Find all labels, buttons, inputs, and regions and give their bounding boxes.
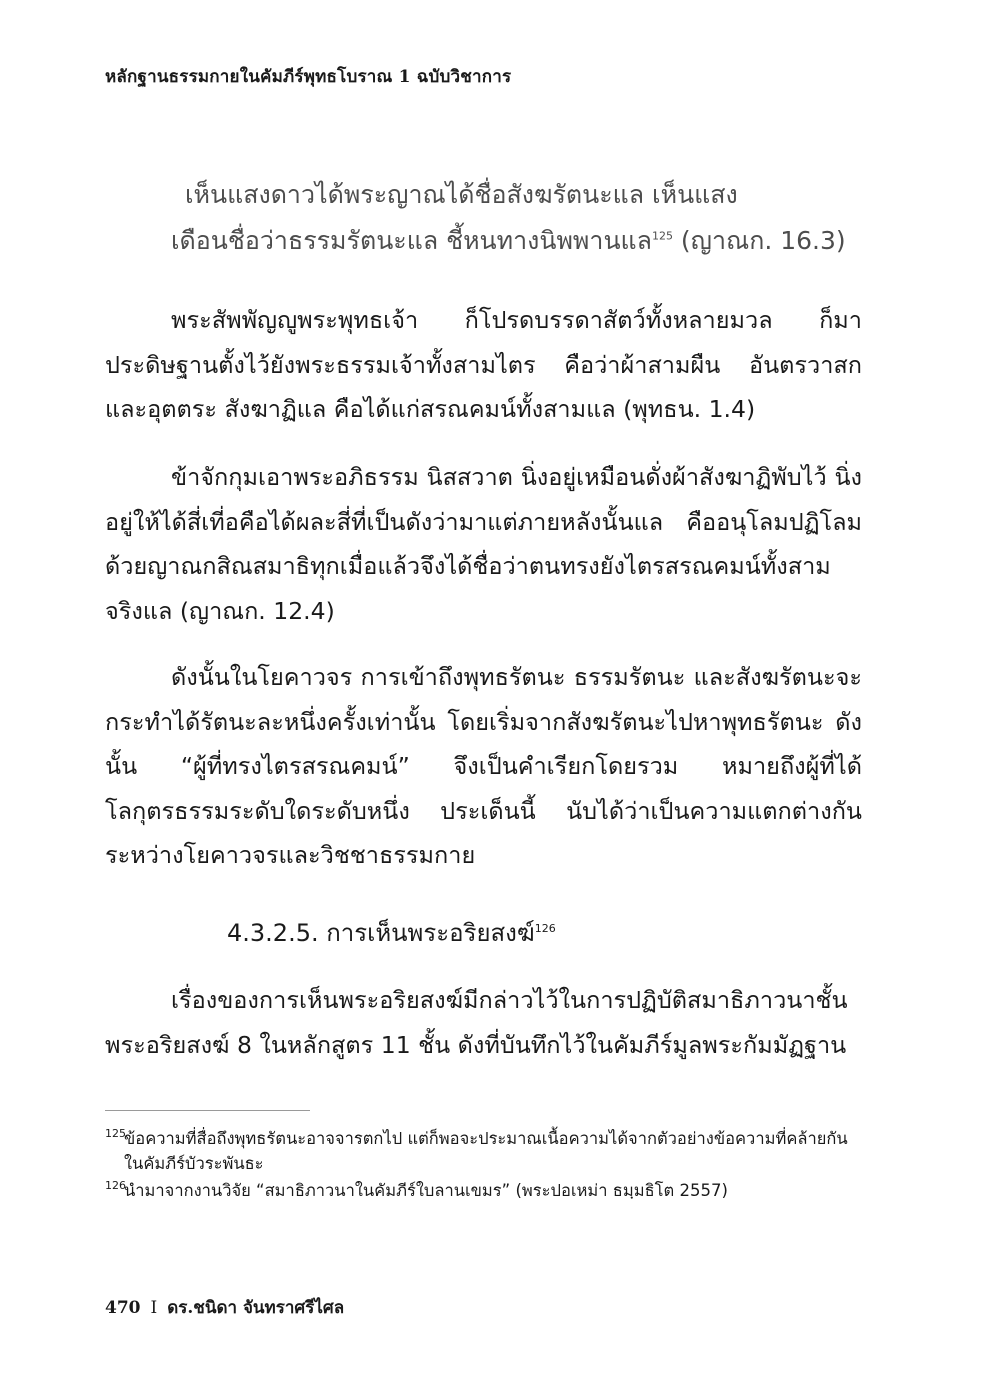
quote-line-1: เห็นแสงดาวได้พระญาณได้ชื่อสังฆรัตนะแล เห็นแสง — [185, 180, 738, 209]
footnote-text: นำมาจากงานวิจัย “สมาธิภาวนาในคัมภีร์ใบลานเขมร” (พระปอเหม่า ธมฺมธิโต 2557) — [124, 1181, 728, 1200]
footnote-ref-126[interactable]: 126 — [534, 922, 556, 935]
section-heading — [227, 913, 556, 952]
footnote-number: 125 — [105, 1127, 126, 1140]
quote-citation: (ญาณก. 16.3) — [672, 226, 846, 255]
block-quote — [105, 172, 895, 264]
paragraph-4: เรื่องของการเห็นพระอริยสงฆ์มีกล่าวไว้ในการปฏิบัติสมาธิภาวนาชั้นพระอริยสงฆ์ 8 ในหลักสูตร 11 ชั้น ดังที่บันทึกไว้ในคัมภีร์มูลพระกัมมัฏฐาน — [105, 986, 848, 1059]
running-footer — [105, 1294, 344, 1321]
page-number: 470 — [105, 1298, 141, 1318]
paragraph-1: พระสัพพัญญูพระพุทธเจ้า ก็โปรดบรรดาสัตว์ทั้งหลายมวล ก็มาประดิษฐานตั้งไว้ยังพระธรรมเจ้าทั้งสามไตร คือว่าผ้าสามผืน อันตรวาสก และอุตตระ สังฆาฏิแล คือได้แก่สรณคมน์ทั้งสามแล (พุทธน. 1.4) — [105, 306, 862, 423]
footnote-text: ข้อความที่สื่อถึงพุทธรัตนะอาจจารตกไป แต่ก็พอจะประมาณเนื้อความได้จากตัวอย่างข้อความที่คล้ายกันในคัมภีร์บัวระพันธะ — [124, 1129, 848, 1173]
paragraph-3: ดังนั้นในโยคาวจร การเข้าถึงพุทธรัตนะ ธรรมรัตนะ และสังฆรัตนะจะกระทำได้รัตนะละหนึ่งครั้งเท่านั้น โดยเริ่มจากสังฆรัตนะไปหาพุทธรัตนะ ดังนั้น “ผู้ที่ทรงไตรสรณคมน์” จึงเป็นคำเรียกโดยรวม หมายถึงผู้ที่ได้โลกุตรธรรมระดับใดระดับหนึ่ง ประเด็นนี้ นับได้ว่าเป็นความแตกต่างกันระหว่างโยคาวจรและวิชชาธรรมกาย — [105, 663, 862, 869]
section-heading-text: 4.3.2.5. การเห็นพระอริยสงฆ์ — [227, 919, 535, 947]
footnote-number: 126 — [105, 1179, 126, 1192]
footer-author: ดร.ชนิดา จันทราศรีไศล — [167, 1298, 345, 1318]
paragraph-2: ข้าจักกุมเอาพระอภิธรรม นิสสวาต นิ่งอยู่เหมือนดั่งผ้าสังฆาฏิพับไว้ นิ่งอยู่ให้ได้สี่เที่อคือได้ผละสี่ที่เป็นดังว่ามาแต่ภายหลังนั้นแล คืออนุโลมปฏิโลมด้วยญาณกสิณสมาธิทุกเมื่อแล้วจึงได้ชื่อว่าตนทรงยังไตรสรณคมน์ทั้งสามจริงแล (ญาณก. 12.4) — [105, 463, 862, 625]
footnote-divider — [105, 1110, 310, 1111]
footnote-126 — [105, 1178, 865, 1203]
footnote-125 — [105, 1126, 865, 1176]
quote-line-2-text: เดือนชื่อว่าธรรมรัตนะแล ชี้หนทางนิพพานแล — [171, 226, 652, 255]
running-header: หลักฐานธรรมกายในคัมภีร์พุทธโบราณ 1 ฉบับวิชาการ — [105, 67, 512, 87]
footnotes — [105, 1126, 865, 1205]
footer-separator: I — [150, 1298, 158, 1318]
quote-line-2 — [105, 218, 895, 264]
footnote-ref-125[interactable]: 125 — [651, 229, 673, 243]
